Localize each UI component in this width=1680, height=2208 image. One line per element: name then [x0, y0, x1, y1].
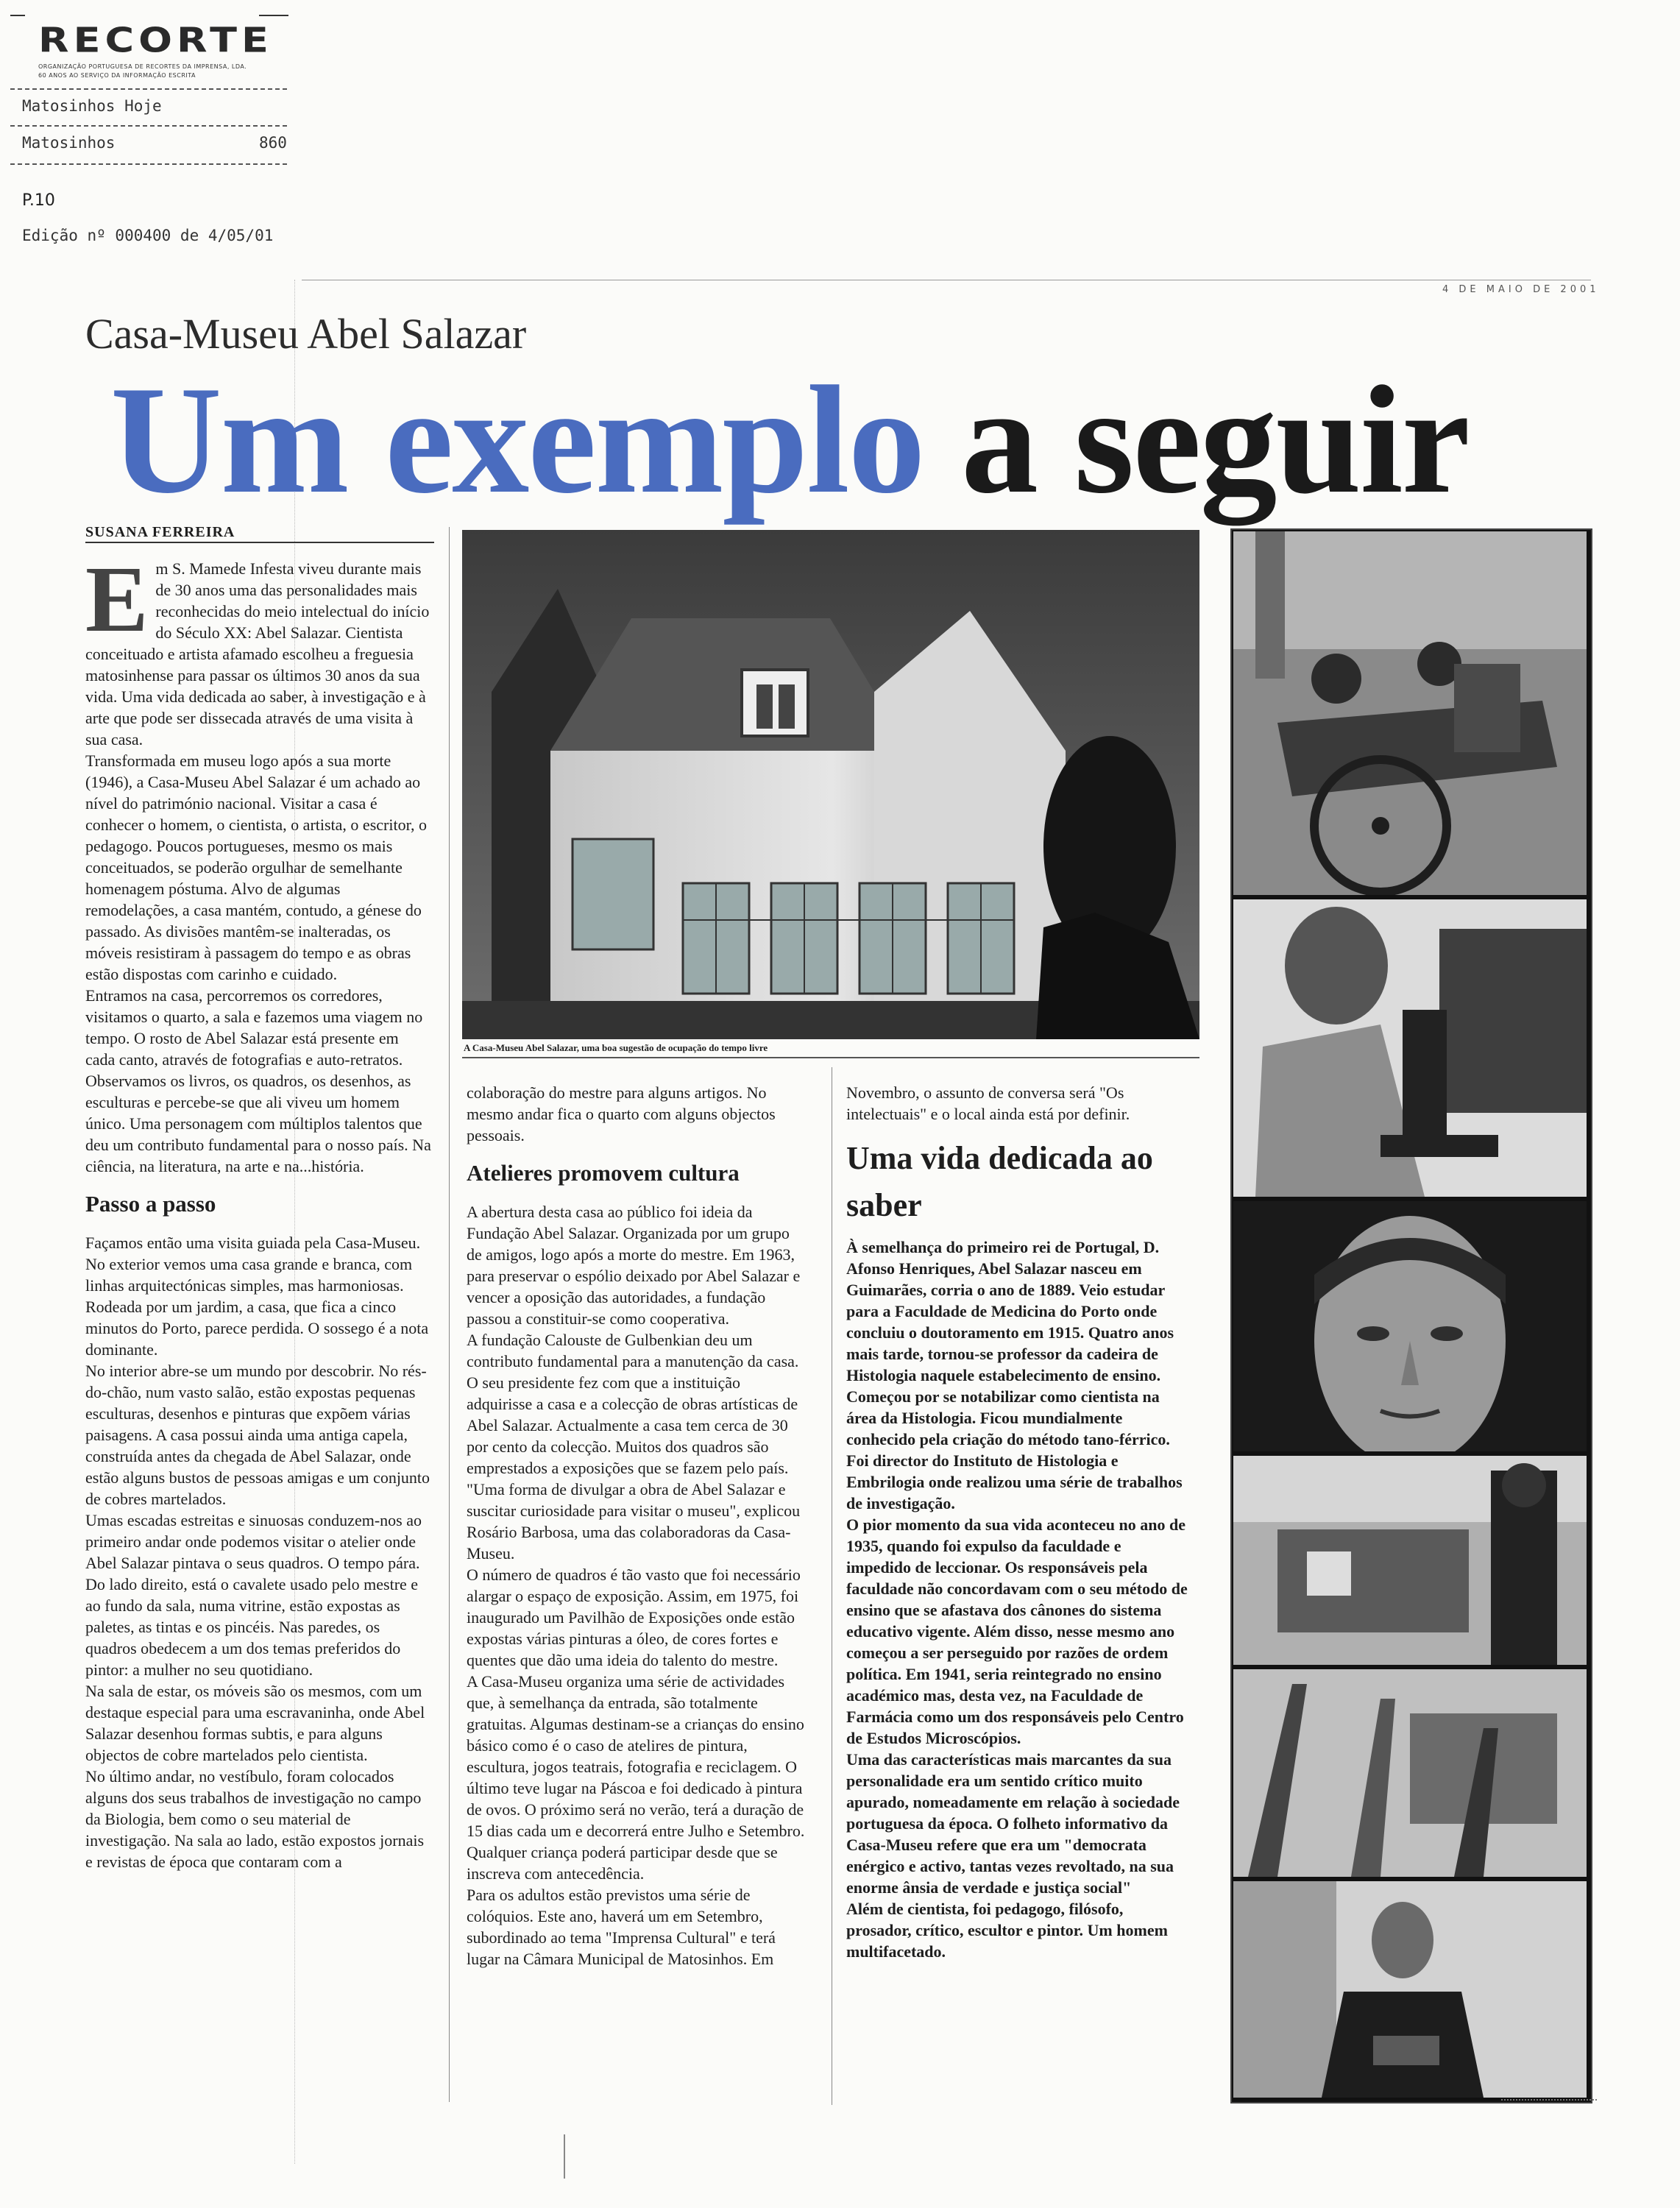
- clipping-brand: RECORTE: [38, 21, 273, 60]
- paragraph: A Casa-Museu organiza uma série de actividades que, à semelhança da entrada, são totalmente gratuitas. Algumas destinam-se a crianças do ensino básico como é o caso de atelires de pintura, escultura, jogos teatrais, fotografia e reciclagem. O último teve lugar na Páscoa e foi dedicado à pintura de ovos. O próximo será no verão, terá a duração de 15 dias cada um e decorrerá entre Julho e Setembro. Qualquer criança poderá participar desde que se inscreva com antecedência.: [467, 1672, 805, 1883]
- paragraph: Transformada em museu logo após a sua morte (1946), a Casa-Museu Abel Salazar é um achado ao nível do património nacional. Visitar a casa é conhecer o homem, o cientista, o artista, o escritor, o pedagogo. Poucos portugueses, mesmo os mais conceituados, se poderão orgulhar de semelhante homenagem póstuma. Alvo de algumas remodelações, a casa mantém, contudo, a génese do passado. As divisões mantêm-se inalteradas, os móveis resistiram à passagem do tempo e as obras estão dispostas com carinho e cuidado.: [85, 751, 428, 983]
- paragraph: Para os adultos estão previstos uma série de colóquios. Este ano, haverá um em Setembro, subordinado ao tema "Imprensa Cultural" e terá lugar na Câmara Municipal de Matosinhos. Em: [467, 1886, 776, 1968]
- clipping-brand-tagline: 60 ANOS AO SERVIÇO DA INFORMAÇÃO ESCRITA: [38, 72, 196, 79]
- subheading-atelieres: Atelieres promovem cultura: [467, 1160, 740, 1186]
- photo-woman-seated: [1233, 1881, 1587, 2098]
- photo-workers-cart: [1233, 531, 1587, 895]
- subheading-uma-vida: Uma vida dedicada ao saber: [846, 1140, 1153, 1223]
- paragraph: Umas escadas estreitas e sinuosas conduzem-nos ao primeiro andar onde podemos visitar o atelier onde Abel Salazar pintava o seus quadros. O tempo pára. Do lado direito, está o cavalete usado pelo mestre e ao fundo da sala, numa vitrine, estão expostas as paletes, as tintas e os pincéis. Nas paredes, os quadros obedecem a um dos temas preferidos do pintor: a mulher no seu quotidiano.: [85, 1511, 422, 1679]
- end-of-article-mark: [1501, 2099, 1597, 2101]
- headline-part-black: a seguir: [924, 355, 1469, 526]
- section-label: Casa-Museu Abel Salazar: [85, 310, 527, 358]
- photo-caption: A Casa-Museu Abel Salazar, uma boa sugestão de ocupação do tempo livre: [464, 1042, 768, 1053]
- paragraph: O pior momento da sua vida aconteceu no ano de 1935, quando foi expulso da faculdade e impedido de leccionar. Os responsáveis pela faculdade não concordavam com o seu método de ensino que se afastava dos cânones do sistema educativo vigente. Além disso, nesse mesmo ano começou a ser perseguido por razões de ordem política. Em 1941, seria reintegrado no ensino académico mas, desta vez, na Faculdade de Farmácia como um dos responsáveis pelo Centro de Estudos Microscópios.: [846, 1515, 1188, 1747]
- paragraph: Começou por se notabilizar como cientista na área da Histologia. Ficou mundialmente conhecido pela criação do método tano-férrico. Foi director do Instituto de Histologia e Embrilogia onde realizou uma série de trabalhos de investigação.: [846, 1387, 1183, 1512]
- paragraph: Entramos na casa, percorremos os corredores, visitamos o quarto, a sala e fazemos uma viagem no tempo. O rosto de Abel Salazar está presente em cada canto, através de fotografias e auto-retratos. Observamos os livros, os quadros, os desenhos, as esculturas e percebe-se que ali viveu um homem único. Uma personagem com múltiplos talentos que deu um contributo fundamental para o nosso país. Na ciência, na literatura, na arte e na...história.: [85, 986, 431, 1175]
- photo-laboratory: [1233, 1456, 1587, 1665]
- subheading-passo-a-passo: Passo a passo: [85, 1191, 216, 1217]
- drop-cap: E: [85, 547, 149, 651]
- paragraph: O número de quadros é tão vasto que foi necessário alargar o espaço de exposição. Assim, em 1975, foi inaugurado um Pavilhão de Exposições onde estão expostas várias pinturas a óleo, de cores fortes e quentes que dão uma ideia do talento do mestre.: [467, 1565, 801, 1669]
- publication-city: Matosinhos: [22, 134, 116, 152]
- article-column-3: [846, 1082, 1188, 1962]
- paragraph: A fundação Calouste de Gulbenkian deu um contributo fundamental para a manutenção da casa. O seu presidente fez com que a instituição adquirisse a casa e a colecção de obras artísticas de Abel Salazar. Actualmente a casa tem cerca de 30 por cento da colecção. Muitos dos quadros são emprestados a exposições que se fazem pelo país. "Uma forma de divulgar a obra de Abel Salazar e suscitar curiosidade para visitar o museu", explicou Rosário Barbosa, uma das colaboradoras da Casa-Museu.: [467, 1331, 801, 1563]
- publication-name: Matosinhos Hoje: [22, 97, 162, 115]
- article-column-2: [467, 1082, 807, 1970]
- headline: [110, 355, 1656, 526]
- paragraph: A abertura desta casa ao público foi ideia da Fundação Abel Salazar. Organizada por um grupo de amigos, logo após a morte do mestre. Em 1963, para preservar o espólio deixado por Abel Salazar e vencer a oposição das autoridades, a fundação passou a constituir-se como cooperativa.: [467, 1203, 801, 1328]
- issue-date: 4 DE MAIO DE 2001: [1442, 284, 1600, 295]
- byline: SUSANA FERREIRA: [85, 524, 235, 540]
- paragraph: Novembro, o assunto de conversa será "Os intelectuais" e o local ainda está por definir.: [846, 1083, 1130, 1123]
- paragraph-text: m S. Mamede Infesta viveu durante mais de 30 anos uma das personalidades mais reconhecidas do meio intelectual do início do Século XX: Abel Salazar. Cientista conceituado e artista afamado escolheu a freguesia matosinhense para passar os últimos 30 anos da sua vida. Uma vida dedicada ao saber, à investigação e à arte que pode ser dissecada através de uma visita à sua casa.: [85, 559, 430, 749]
- byline-rule: [85, 542, 434, 543]
- paragraph: [85, 547, 431, 750]
- column-rule: [449, 527, 450, 2102]
- headline-part-blue: Um exemplo: [110, 355, 924, 526]
- paragraph: No interior abre-se um mundo por descobrir. No rés-do-chão, num vasto salão, estão expostas pequenas esculturas, desenhos e pinturas que expõem várias paisagens. A casa possui ainda uma antiga capela, construída antes da chegada de Abel Salazar, onde estão alguns bustos de pessoas amigas e um conjunto de cobres martelados.: [85, 1362, 430, 1508]
- photo-portrait: [1233, 1201, 1587, 1451]
- caption-rule: [462, 1057, 1199, 1058]
- paragraph: Além de cientista, foi pedagogo, filósofo, prosador, crítico, escultor e pintor. Um homem multifacetado.: [846, 1900, 1168, 1961]
- paragraph: Façamos então uma visita guiada pela Casa-Museu. No exterior vemos uma casa grande e branca, com linhas arquitectónicas simples, mas harmoniosas. Rodeada por um jardim, a casa, que fica a cinco minutos do Porto, parece perdida. O sossego é a nota dominante.: [85, 1234, 429, 1359]
- clipping-header: [0, 0, 294, 287]
- paragraph: No último andar, no vestíbulo, foram colocados alguns dos seus trabalhos de investigação no campo da Biologia, bem como o seu material de investigação. Na sala ao lado, estão expostos jornais e revistas de época que contaram com a: [85, 1767, 425, 1871]
- house-photo: [462, 530, 1199, 1039]
- paragraph: Uma das características mais marcantes da sua personalidade era um sentido crítico muito apurado, nomeadamente em relação à sociedade portuguesa da época. O folheto informativo da Casa-Museu refere que era um "democrata enérgico e activo, tantas vezes revoltado, na sua enorme ânsia de verdade e justiça social": [846, 1750, 1180, 1897]
- page-reference: P.10: [22, 191, 55, 210]
- bottom-mark: [564, 2134, 565, 2179]
- article-column-1: [85, 547, 431, 1872]
- photo-microscope: [1233, 899, 1587, 1197]
- edition-line: Edição nº 000400 de 4/05/01: [22, 227, 274, 244]
- publication-code: 860: [259, 134, 287, 152]
- paragraph: À semelhança do primeiro rei de Portugal, D. Afonso Henriques, Abel Salazar nasceu em Guimarães, corria o ano de 1889. Veio estudar para a Faculdade de Medicina do Porto onde concluiu o doutoramento em 1915. Quatro anos mais tarde, tornou-se professor da cadeira de Histologia naquele estabelecimento de ensino.: [846, 1238, 1174, 1384]
- paragraph: Na sala de estar, os móveis são os mesmos, com um destaque especial para uma escravaninha, onde Abel Salazar desenhou formas subtis, e para alguns objectos de cobre martelados pelo cientista.: [85, 1682, 425, 1764]
- clipping-brand-subtitle: ORGANIZAÇÃO PORTUGUESA DE RECORTES DA IMPRENSA, LDA.: [38, 63, 247, 70]
- paragraph: colaboração do mestre para alguns artigos. No mesmo andar fica o quarto com alguns objectos pessoais.: [467, 1083, 776, 1144]
- photo-easels: [1233, 1669, 1587, 1877]
